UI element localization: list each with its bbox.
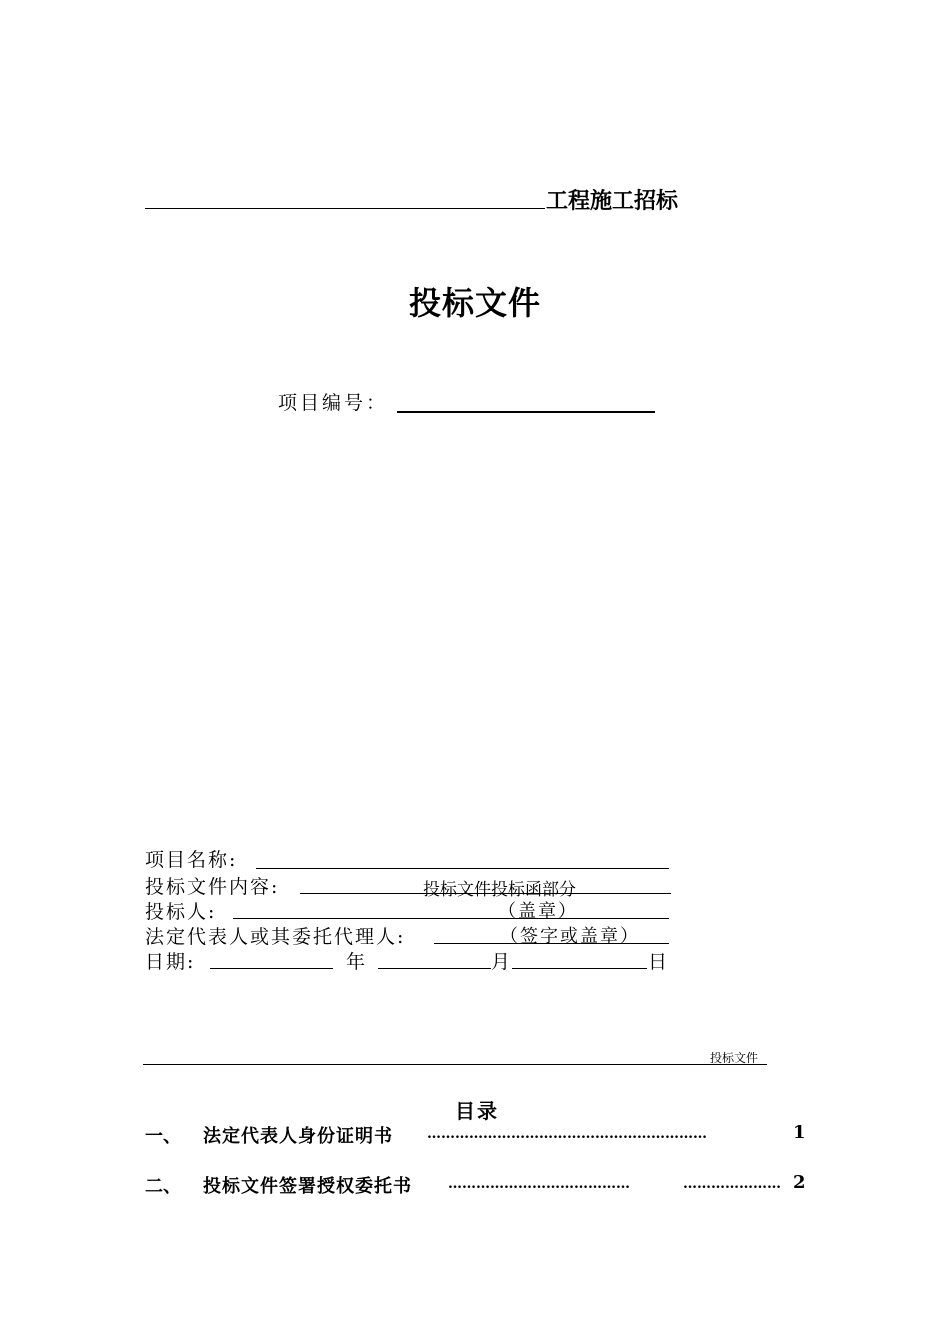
toc-item-leader-dots: …………………………………	[448, 1176, 630, 1192]
toc-item-number: 二、	[145, 1176, 181, 1197]
date-year-label: 年	[346, 951, 366, 973]
project-number-label: 项目编号：	[278, 392, 389, 414]
toc-item-leader-dots: …………………	[683, 1176, 781, 1192]
legal-rep-sign-note: （签字或盖章）	[500, 926, 640, 947]
bid-content-label: 投标文件内容:	[145, 876, 280, 898]
title-suffix: 工程施工招标	[546, 188, 679, 214]
title-blank-line	[145, 208, 545, 209]
date-day-line	[512, 968, 647, 969]
toc-item-text: 法定代表人身份证明书	[203, 1126, 393, 1147]
toc-title: 目录	[455, 1099, 499, 1123]
date-day-label: 日	[648, 951, 668, 973]
project-name-label: 项目名称:	[145, 849, 238, 871]
legal-rep-label: 法定代表人或其委托代理人:	[145, 926, 406, 948]
toc-item-text: 投标文件签署授权委托书	[203, 1176, 412, 1197]
date-month-label: 月	[491, 951, 511, 973]
bidder-seal-note: （盖章）	[498, 901, 578, 922]
page-header-rule	[143, 1064, 767, 1065]
toc-item-leader-dots: ……………………………………………………	[427, 1126, 707, 1142]
project-name-line	[256, 868, 669, 869]
page-header-text: 投标文件	[710, 1051, 759, 1065]
date-year-line	[210, 968, 333, 969]
toc-item-number: 一、	[145, 1126, 181, 1147]
project-number-blank-line	[397, 411, 655, 413]
date-month-line	[378, 968, 491, 969]
bidder-line	[233, 918, 669, 919]
bid-content-value: 投标文件投标函部分	[423, 880, 576, 900]
date-label: 日期:	[145, 951, 196, 973]
bidder-label: 投标人:	[145, 901, 217, 923]
document-title: 投标文件	[408, 284, 541, 322]
toc-item-page: 2	[793, 1172, 806, 1193]
toc-item-page: 1	[793, 1122, 806, 1143]
